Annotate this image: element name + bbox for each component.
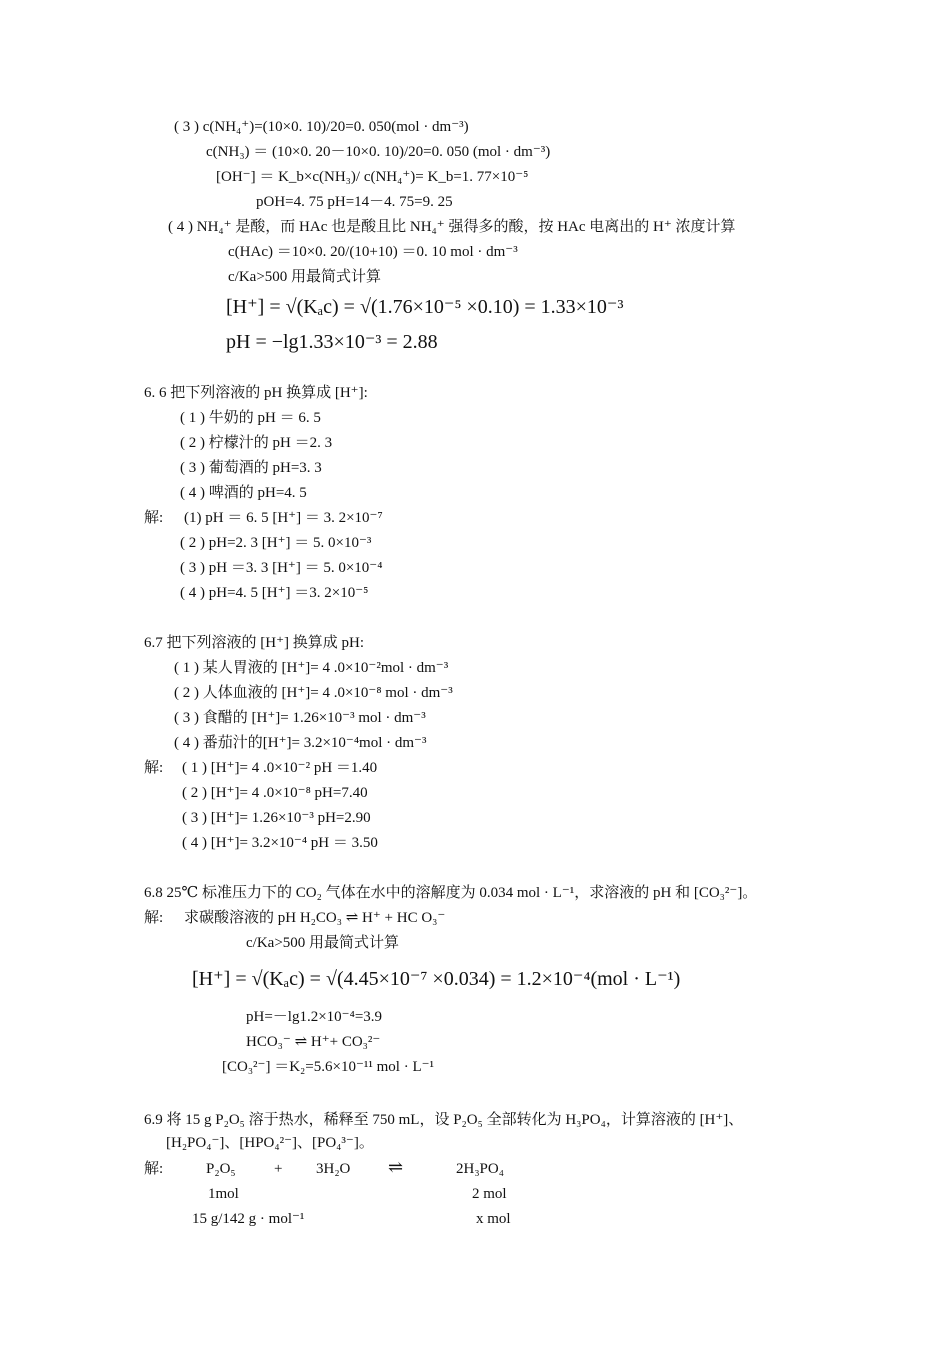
formula-h-concentration: [H⁺] = √(Kₐc) = √(1.76×10⁻⁵ ×0.10) = 1.33×10⁻³: [226, 296, 624, 318]
question-title: 6.9 将 15 g P₂O₅ 溶于热水，稀释至 750 mL，设 P₂O₅ 全部转化为 H₃PO₄，计算溶液的 [H⁺]、: [144, 1112, 744, 1128]
answer-label: 解:: [144, 910, 164, 926]
list-item: ( 4 ) 啤酒的 pH=4. 5: [180, 485, 307, 501]
answer-line: 求碳酸溶液的 pH H₂CO₃ ⇌ H⁺ + HC O₃⁻: [184, 910, 446, 926]
question-title: 6. 6 把下列溶液的 pH 换算成 [H⁺]:: [144, 385, 368, 401]
moles-right: 2 mol: [472, 1186, 507, 1202]
answer-label: 解:: [144, 1161, 164, 1177]
list-item: ( 2 ) 人体血液的 [H⁺]= 4 .0×10⁻⁸ mol · dm⁻³: [174, 685, 453, 701]
list-item: ( 1 ) 某人胃液的 [H⁺]= 4 .0×10⁻²mol · dm⁻³: [174, 660, 449, 676]
equilibrium-arrow: ⇌: [388, 1157, 404, 1177]
answer-line: ( 2 ) pH=2. 3 [H⁺] ＝ 5. 0×10⁻³: [180, 535, 372, 551]
answer-line: [CO₃²⁻] ＝K₂=5.6×10⁻¹¹ mol · L⁻¹: [222, 1059, 435, 1075]
list-item: ( 4 ) 番茄汁的[H⁺]= 3.2×10⁻⁴mol · dm⁻³: [174, 735, 427, 751]
answer-line: ( 4 ) [H⁺]= 3.2×10⁻⁴ pH ＝ 3.50: [182, 835, 378, 851]
line-4-hac: ( 4 ) NH₄⁺ 是酸，而 HAc 也是酸且比 NH₄⁺ 强得多的酸，按 HAc 电离出的 H⁺ 浓度计算: [168, 219, 736, 235]
line-nh3: c(NH₃) ＝ (10×0. 20－10×0. 10)/20=0. 050 (mol · dm⁻³): [206, 144, 551, 160]
line-oh: [OH⁻] ＝ K_b×c(NH₃)/ c(NH₄⁺)= K_b=1. 77×10⁻⁵: [216, 169, 529, 185]
list-item: ( 1 ) 牛奶的 pH ＝ 6. 5: [180, 410, 321, 426]
formula-h-concentration: [H⁺] = √(Kₐc) = √(4.45×10⁻⁷ ×0.034) = 1.2×10⁻⁴(mol · L⁻¹): [192, 968, 681, 990]
plus-sign: +: [274, 1161, 283, 1177]
list-item: ( 3 ) 葡萄酒的 pH=3. 3: [180, 460, 322, 476]
question-title: 6.8 25℃ 标准压力下的 CO₂ 气体在水中的溶解度为 0.034 mol · L⁻¹，求溶液的 pH 和 [CO₃²⁻]。: [144, 885, 758, 901]
answer-line: ( 4 ) pH=4. 5 [H⁺] ＝3. 2×10⁻⁵: [180, 585, 369, 601]
question-title: 6.7 把下列溶液的 [H⁺] 换算成 pH:: [144, 635, 364, 651]
answer-line: ( 2 ) [H⁺]= 4 .0×10⁻⁸ pH=7.40: [182, 785, 368, 801]
answer-label: 解:: [144, 510, 164, 526]
line-3-nh4: ( 3 ) c(NH₄⁺)=(10×0. 10)/20=0. 050(mol · dm⁻³): [174, 119, 469, 135]
mass-ratio: 15 g/142 g · mol⁻¹: [192, 1211, 305, 1227]
line-poh: pOH=4. 75 pH=14－4. 75=9. 25: [256, 194, 453, 210]
list-item: ( 2 ) 柠檬汁的 pH ＝2. 3: [180, 435, 333, 451]
product-h3po4: 2H₃PO₄: [456, 1161, 504, 1177]
line-c-hac: c(HAc) ＝10×0. 20/(10+10) ＝0. 10 mol · dm⁻³: [228, 244, 518, 260]
reactant-water: 3H₂O: [316, 1161, 351, 1177]
formula-ph: pH = −lg1.33×10⁻³ = 2.88: [226, 331, 438, 353]
reactant-p2o5: P₂O₅: [206, 1161, 236, 1177]
answer-line: HCO₃⁻ ⇌ H⁺+ CO₃²⁻: [246, 1034, 381, 1050]
answer-line: ( 3 ) pH ＝3. 3 [H⁺] ＝ 5. 0×10⁻⁴: [180, 560, 383, 576]
answer-line: c/Ka>500 用最简式计算: [246, 935, 400, 951]
x-moles: x mol: [476, 1211, 511, 1227]
list-item: ( 3 ) 食醋的 [H⁺]= 1.26×10⁻³ mol · dm⁻³: [174, 710, 426, 726]
line-cka: c/Ka>500 用最简式计算: [228, 269, 382, 285]
answer-line: (1) pH ＝ 6. 5 [H⁺] ＝ 3. 2×10⁻⁷: [184, 510, 383, 526]
moles-left: 1mol: [208, 1186, 239, 1202]
answer-line: ( 1 ) [H⁺]= 4 .0×10⁻² pH ＝1.40: [182, 760, 378, 776]
question-title-continued: [H₂PO₄⁻]、[HPO₄²⁻]、[PO₄³⁻]。: [166, 1135, 374, 1151]
answer-label: 解:: [144, 760, 164, 776]
answer-line: ( 3 ) [H⁺]= 1.26×10⁻³ pH=2.90: [182, 810, 371, 826]
answer-line: pH=－lg1.2×10⁻⁴=3.9: [246, 1009, 383, 1025]
